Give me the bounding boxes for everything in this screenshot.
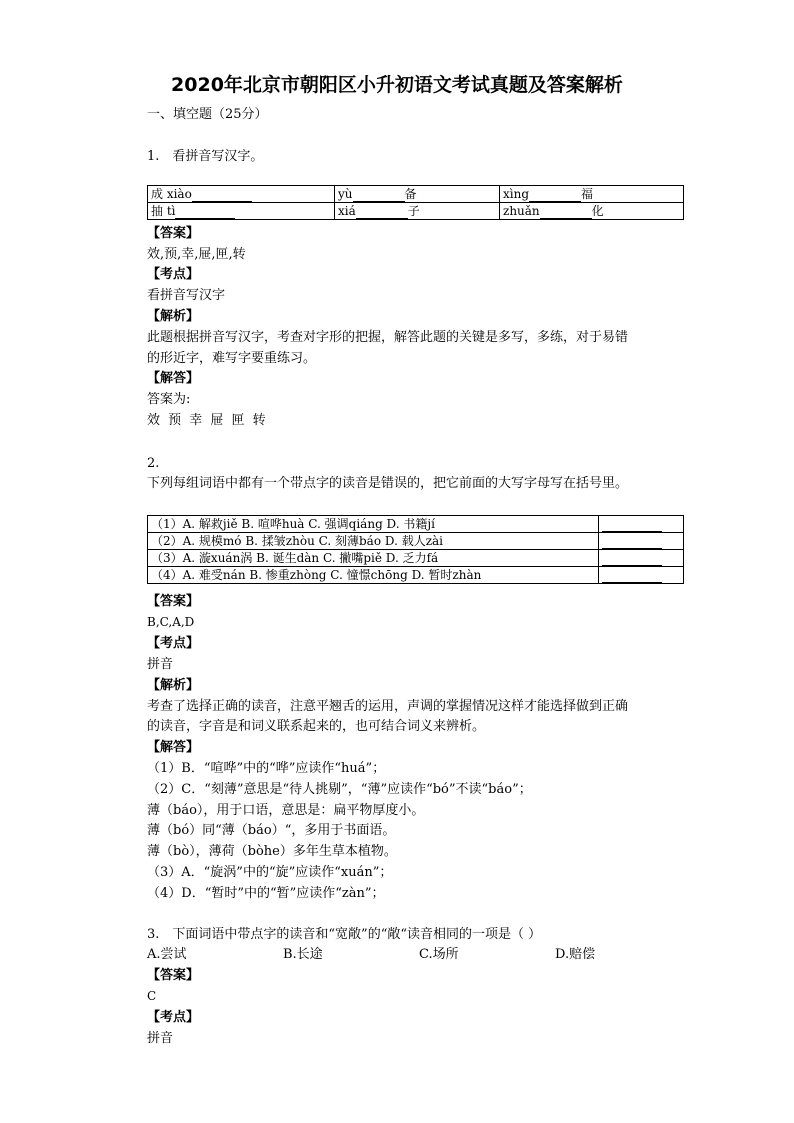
answer-label: 【答案】 [147, 226, 200, 241]
section-heading: 一、填空题（25分） [147, 107, 268, 122]
point-text: 看拼音写汉字 [147, 288, 226, 303]
table-row [148, 533, 684, 550]
table-cell: 抽 tì [148, 203, 335, 220]
answer-text: 效,预,幸,屉,匣,转 [147, 247, 246, 262]
question-3-stem: 3. 下面词语中带点字的读音和“宽敞”的“敞“读音相同的一项是（ ） [147, 927, 542, 942]
table-cell: （4）A. 难受nán B. 惨重zhòng C. 憧憬chōng D. 暂时zhàn [148, 567, 599, 584]
solution-label: 【解答】 [147, 740, 200, 755]
question-1-stem: 1. 看拼音写汉字。 [147, 149, 264, 164]
answer-blank-cell [599, 516, 684, 533]
answer-blank-cell [599, 567, 684, 584]
answer-text: C [147, 989, 157, 1003]
option-d: D.赔偿 [555, 947, 596, 962]
question-3-options [147, 946, 691, 963]
table-cell: xìng 福 [500, 186, 684, 203]
point-label: 【考点】 [147, 636, 200, 651]
table-row [148, 567, 684, 584]
table-row [148, 550, 684, 567]
point-text: 拼音 [147, 1031, 174, 1046]
analysis-label: 【解析】 [147, 309, 200, 324]
answer-label: 【答案】 [147, 594, 200, 609]
solution-text: 效 预 幸 屉 匣 转 [147, 413, 268, 428]
table-cell: 成 xiào [148, 186, 335, 203]
table-row [148, 203, 684, 220]
analysis-text: 的读音，字音是和词义联系起来的，也可结合词义来辨析。 [147, 719, 486, 734]
solution-text: （2）C．“刻薄”意思是“待人挑剔”，“薄”应读作“bó”不读“báo”； [147, 782, 532, 797]
table-row [148, 186, 684, 203]
table-cell: （3）A. 漩xuán涡 B. 诞生dàn C. 撇嘴piě D. 乏力fá [148, 550, 599, 567]
option-c: C.场所 [419, 947, 459, 962]
answer-text: B,C,A,D [147, 615, 195, 629]
solution-text: 答案为: [147, 392, 191, 407]
solution-text: 薄（bó）同“薄（báo）“，多用于书面语。 [147, 823, 396, 838]
table-cell: zhuǎn 化 [500, 203, 684, 220]
pinyin-table [147, 185, 684, 220]
page-title: 2020年北京市朝阳区小升初语文考试真题及答案解析 [171, 74, 623, 96]
table-cell: yù 备 [335, 186, 500, 203]
question-2-number: 2. [147, 456, 160, 471]
analysis-text: 此题根据拼音写汉字，考查对字形的把握，解答此题的关键是多写，多练，对于易错 [147, 330, 629, 345]
analysis-label: 【解析】 [147, 678, 200, 693]
solution-text: （3）A．“旋涡”中的“旋”应读作“xuán”； [147, 865, 393, 880]
solution-text: （4）D．“暂时”中的“暂”应读作“zàn”； [147, 886, 385, 901]
solution-text: 薄（bò），薄荷（bòhe）多年生草本植物。 [147, 844, 397, 859]
answer-blank-cell [599, 550, 684, 567]
option-a: A.尝试 [147, 947, 187, 962]
solution-label: 【解答】 [147, 371, 200, 386]
option-b: B.长途 [283, 947, 323, 962]
analysis-text: 的形近字，难写字要重练习。 [147, 351, 317, 366]
analysis-text: 考查了选择正确的读音，注意平翘舌的运用，声调的掌握情况这样才能选择做到正确 [147, 699, 629, 714]
point-label: 【考点】 [147, 1010, 200, 1025]
solution-text: 薄（báo），用于口语，意思是：扁平物厚度小。 [147, 803, 425, 818]
pronunciation-table [147, 515, 684, 584]
table-cell: （1）A. 解救jiě B. 喧哗huà C. 强调qiáng D. 书籍jí [148, 516, 599, 533]
table-cell: （2）A. 规模mó B. 揉皱zhòu C. 刻薄báo D. 载人zài [148, 533, 599, 550]
answer-blank-cell [599, 533, 684, 550]
point-label: 【考点】 [147, 267, 200, 282]
point-text: 拼音 [147, 657, 174, 672]
table-row [148, 516, 684, 533]
table-cell: xiá 子 [335, 203, 500, 220]
question-2-stem: 下列每组词语中都有一个带点字的读音是错误的，把它前面的大写字母写在括号里。 [147, 476, 629, 491]
solution-text: （1）B．“喧哗”中的“哗”应读作“huá”； [147, 761, 386, 776]
answer-label: 【答案】 [147, 968, 200, 983]
